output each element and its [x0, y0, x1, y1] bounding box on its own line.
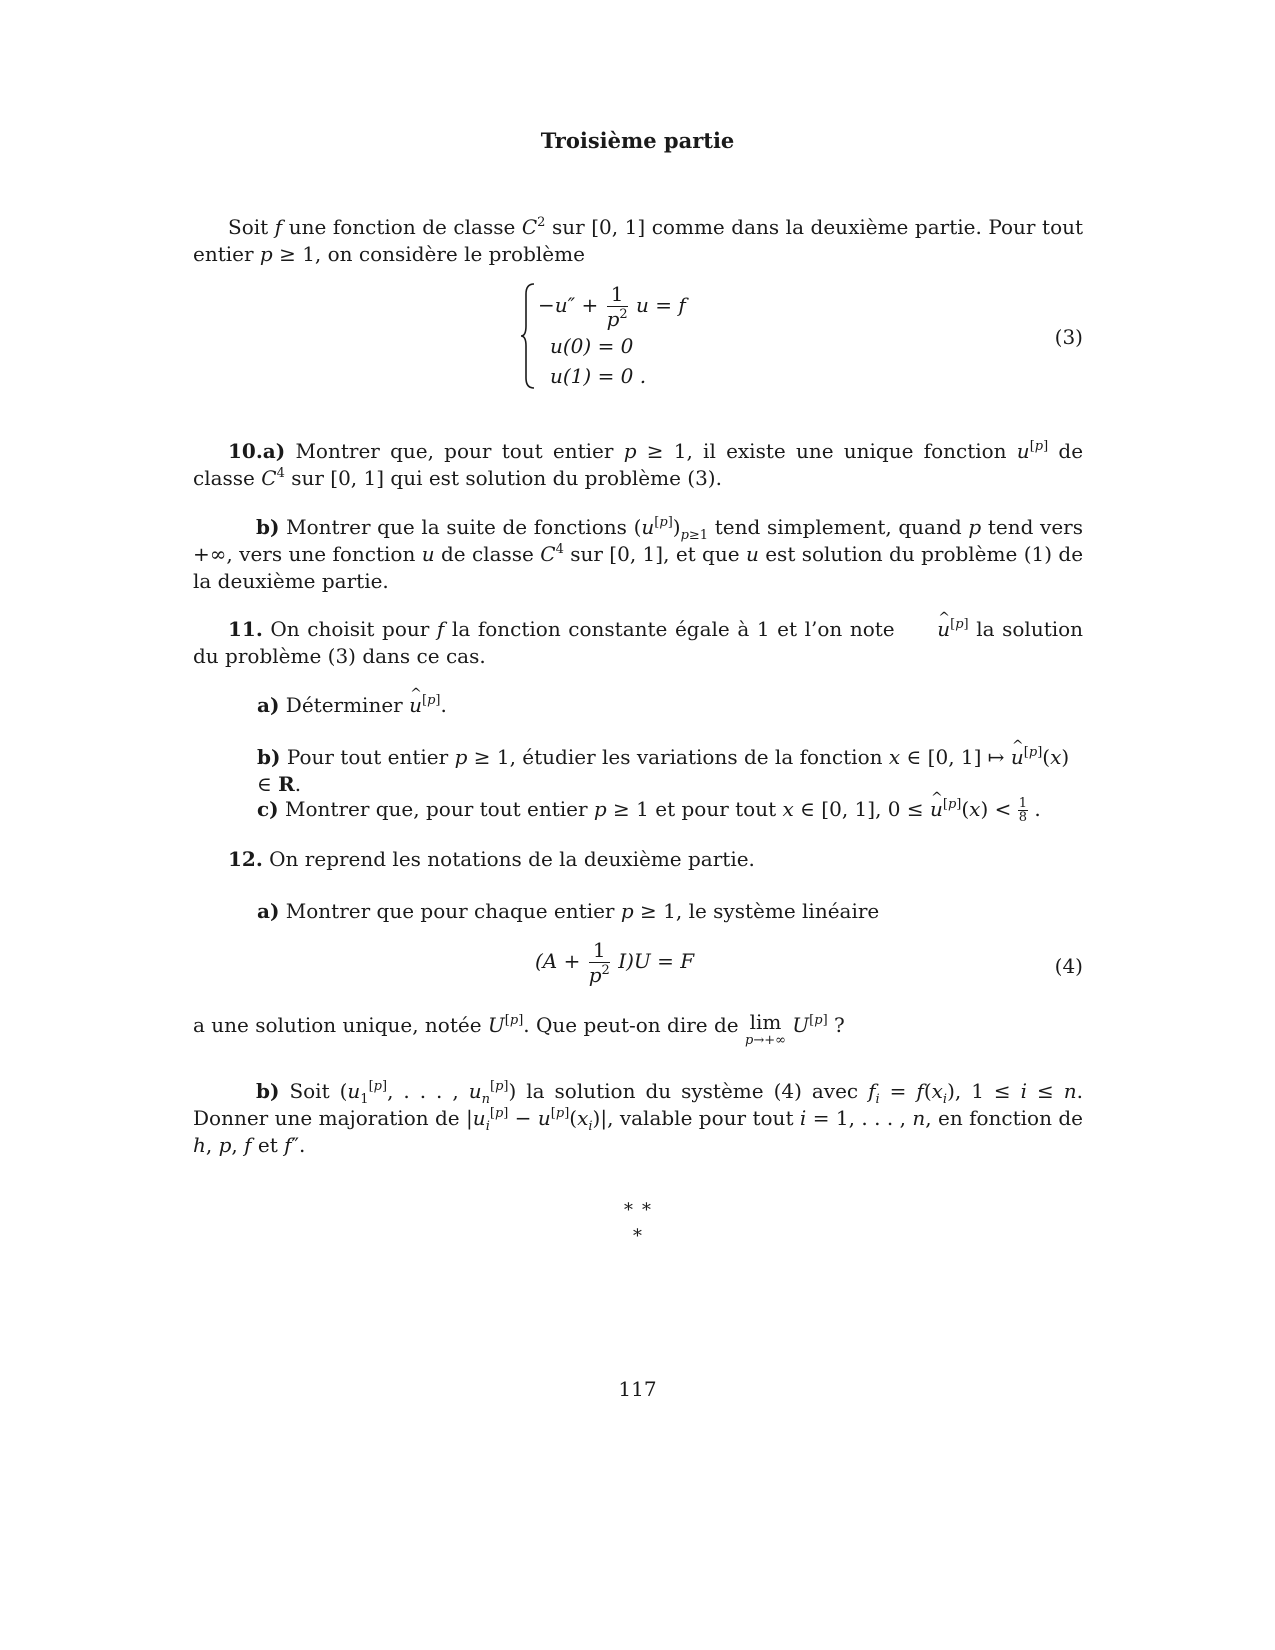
- limit-expression: lim p→+∞: [745, 1010, 786, 1048]
- question-label: c): [257, 797, 279, 821]
- intro-text: sur [0, 1] comme dans la deuxième partie. Pour tout entier: [193, 215, 1084, 266]
- section-end-star: ∗: [631, 1222, 644, 1243]
- intro-text: une fonction de classe: [288, 215, 516, 239]
- fraction: $\frac{1}{p^2}$: [588, 938, 610, 987]
- question-label: a): [257, 693, 280, 717]
- fraction: $\frac{1}{8}$: [1018, 796, 1028, 825]
- question-12: 12. On reprend les notations de la deuxième partie.: [228, 847, 755, 871]
- question-12a: a) Montrer que pour chaque entier p ≥ 1, le système linéaire: [257, 899, 880, 923]
- question-label: a): [257, 899, 280, 923]
- question-11a: a) Déterminer ^ u[p].: [257, 692, 1083, 719]
- equation-number-4: (4): [1054, 954, 1083, 978]
- question-label: 12.: [228, 847, 263, 871]
- intro-text: Soit: [228, 215, 269, 239]
- question-12b: b) Soit ($u_1[p]$, . . . , $u_n[p]$) la solution du système (4) avec $f_i = f(x_i)$, 1 ≤ i ≤ n. Donner une majoration de $|u_i[p] - u[p](x_i)|$, valable pour tout i = 1, . . . , n, en fonction de h, p, f et f″.: [193, 1079, 1084, 1157]
- system-line-1: −u″ + $\frac{1}{p^2}$ u = f: [538, 282, 686, 331]
- system-line-2: u(0) = 0: [550, 334, 634, 358]
- equation-system-3: [520, 282, 820, 392]
- question-label: b): [257, 745, 281, 769]
- question-11b: b) Pour tout entier p ≥ 1, étudier les variations de la fonction x ∈ [0, 1] ↦ ^ u[p](x) ∈ R.: [257, 744, 1083, 798]
- system-line-3: u(1) = 0 .: [550, 364, 647, 388]
- question-11c: c) Montrer que, pour tout entier p ≥ 1 et pour tout x ∈ [0, 1], 0 ≤ ^ u[p](x) < $\frac{1}{8}$ .: [257, 796, 1083, 824]
- section-title: Troisième partie: [540, 128, 735, 153]
- equation-number-3: (3): [1054, 325, 1083, 349]
- section-end-stars: ∗ ∗: [622, 1196, 653, 1217]
- question-label: b): [256, 515, 280, 539]
- question-10a: 10.a) Montrer que, pour tout entier p ≥ 1, il existe une unique fonction u[p] de classe $C^4$ sur [0, 1] qui est solution du problème (3).: [193, 439, 1084, 490]
- page-number: 117: [618, 1377, 657, 1401]
- fraction: $\frac{1}{p^2}$: [606, 282, 628, 331]
- question-12a-continued: a une solution unique, notée U[p]. Que peut-on dire de lim p→+∞ U[p] ?: [193, 1010, 845, 1048]
- equation-4: (A + $\frac{1}{p^2}$ I)U = F: [535, 938, 695, 987]
- intro-text: on considère le problème: [327, 242, 585, 266]
- intro-paragraph: Soit f une fonction de classe $C^2$ sur [0, 1] comme dans la deuxième partie. Pour tout entier p ≥ 1, on considère le problème: [193, 215, 1084, 266]
- question-label: b): [256, 1079, 280, 1103]
- question-11: 11. On choisit pour f la fonction constante égale à 1 et l’on note ^ u[p] la solution du problème (3) dans ce cas.: [193, 616, 1083, 670]
- question-label: 10.a): [228, 439, 286, 463]
- question-label: 11.: [228, 617, 263, 641]
- left-brace-icon: [520, 282, 536, 390]
- question-10b: b) Montrer que la suite de fonctions $(u[p])_{p\ge 1}$ tend simplement, quand p tend vers +∞, vers une fonction u de classe $C^4$ sur [0, 1], et que u est solution du problème (1) de la deuxième partie.: [193, 515, 1084, 593]
